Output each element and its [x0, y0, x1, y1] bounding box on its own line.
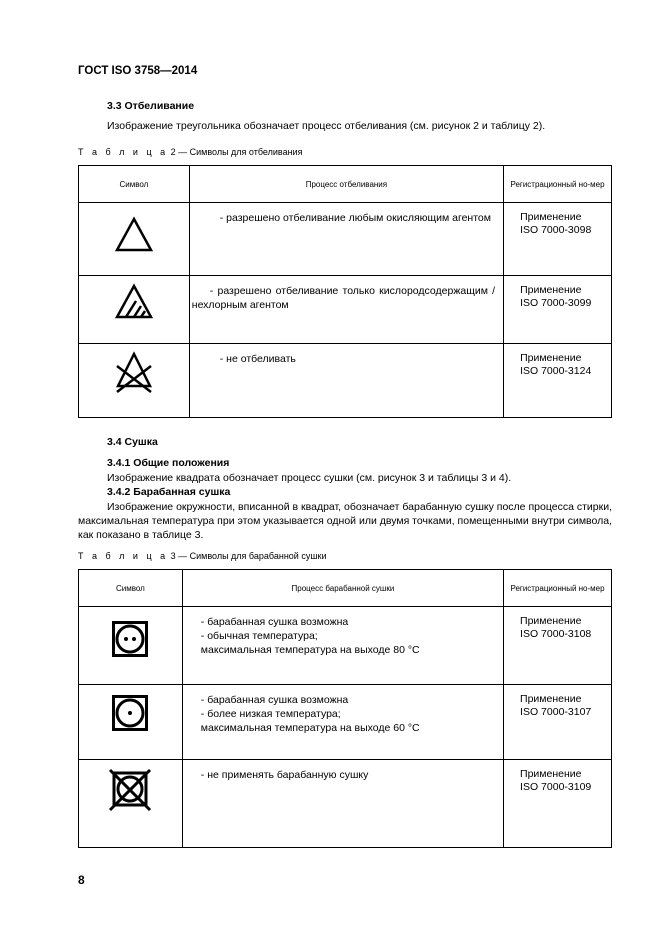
table-row	[79, 344, 612, 418]
reg-number: ISO 7000-3099	[520, 297, 592, 309]
column-header: Процесс отбеливания	[189, 166, 503, 203]
paragraph: Изображение треугольника обозначает процесс отбеливания (см. рисунок 2 и таблицу 2).	[107, 120, 546, 132]
document-header: ГОСТ ISO 3758—2014	[78, 65, 198, 77]
section-heading: 3.3 Отбеливание	[107, 100, 195, 112]
paragraph: Изображение окружности, вписанной в квадрат, обозначает барабанную сушку после процесса стирки, максимальная температура при этом указывается одной или двумя точками, помещенными внутри символа, как показано в таблице 3.	[78, 501, 612, 541]
column-header: Процесс барабанной сушки	[182, 570, 503, 607]
process-text: - разрешено отбеливание любым окисляющим агентом	[219, 212, 491, 224]
reg-number: ISO 7000-3098	[520, 224, 592, 236]
process-line: - барабанная сушка возможна	[200, 694, 349, 706]
subsection-heading: 3.4.2 Барабанная сушка	[107, 486, 231, 498]
caption-prefix: Т а б л и ц а	[78, 147, 169, 157]
reg-label: Применение	[520, 284, 582, 296]
reg-number: ISO 7000-3109	[520, 781, 592, 793]
reg-label: Применение	[520, 693, 582, 705]
column-header: Регистрационный но-мер	[504, 570, 612, 607]
tumble-dry-two-dots-icon	[112, 621, 148, 657]
table-row	[79, 685, 612, 760]
page-number: 8	[78, 873, 85, 887]
caption-text: 3 — Символы для барабанной сушки	[170, 551, 327, 561]
tumble-dry-one-dot-icon	[112, 695, 148, 731]
table-header-row	[79, 166, 612, 203]
process-line: - барабанная сушка возможна	[200, 616, 349, 628]
subsection-heading: 3.4.1 Общие положения	[107, 457, 230, 469]
column-header: Символ	[79, 570, 183, 607]
table-row	[79, 203, 612, 276]
caption-prefix: Т а б л и ц а	[78, 551, 169, 561]
caption-text: 2 — Символы для отбеливания	[170, 147, 303, 157]
process-line: максимальная температура на выходе 80 °С	[200, 644, 420, 656]
column-header: Символ	[79, 166, 190, 203]
process-line: - обычная температура;	[200, 630, 318, 642]
table-row	[79, 276, 612, 344]
process-text: - не отбеливать	[219, 353, 296, 365]
reg-number: ISO 7000-3124	[520, 365, 592, 377]
triangle-icon	[114, 215, 154, 255]
table-caption	[78, 147, 302, 157]
crossed-triangle-icon	[112, 350, 156, 394]
reg-label: Применение	[520, 352, 582, 364]
table-row	[79, 760, 612, 848]
section-heading: 3.4 Сушка	[107, 436, 158, 448]
process-line: максимальная температура на выходе 60 °С	[200, 722, 420, 734]
tumble-dry-table	[78, 569, 612, 848]
reg-label: Применение	[520, 768, 582, 780]
table-header-row	[79, 570, 612, 607]
no-tumble-dry-icon	[108, 768, 152, 812]
bleaching-table	[78, 165, 612, 418]
table-row	[79, 607, 612, 685]
reg-label: Применение	[520, 615, 582, 627]
hatched-triangle-icon	[114, 282, 154, 322]
process-text: - разрешено отбеливание только кислородсодержащим /нехлорным агентом	[191, 285, 496, 311]
process-line: - не применять барабанную сушку	[200, 769, 369, 781]
reg-number: ISO 7000-3107	[520, 706, 592, 718]
reg-label: Применение	[520, 211, 582, 223]
paragraph: Изображение квадрата обозначает процесс сушки (см. рисунок 3 и таблицы 3 и 4).	[107, 472, 512, 484]
process-line: - более низкая температура;	[200, 708, 341, 720]
table-caption	[78, 551, 327, 561]
column-header: Регистрационный но-мер	[504, 166, 612, 203]
reg-number: ISO 7000-3108	[520, 628, 592, 640]
